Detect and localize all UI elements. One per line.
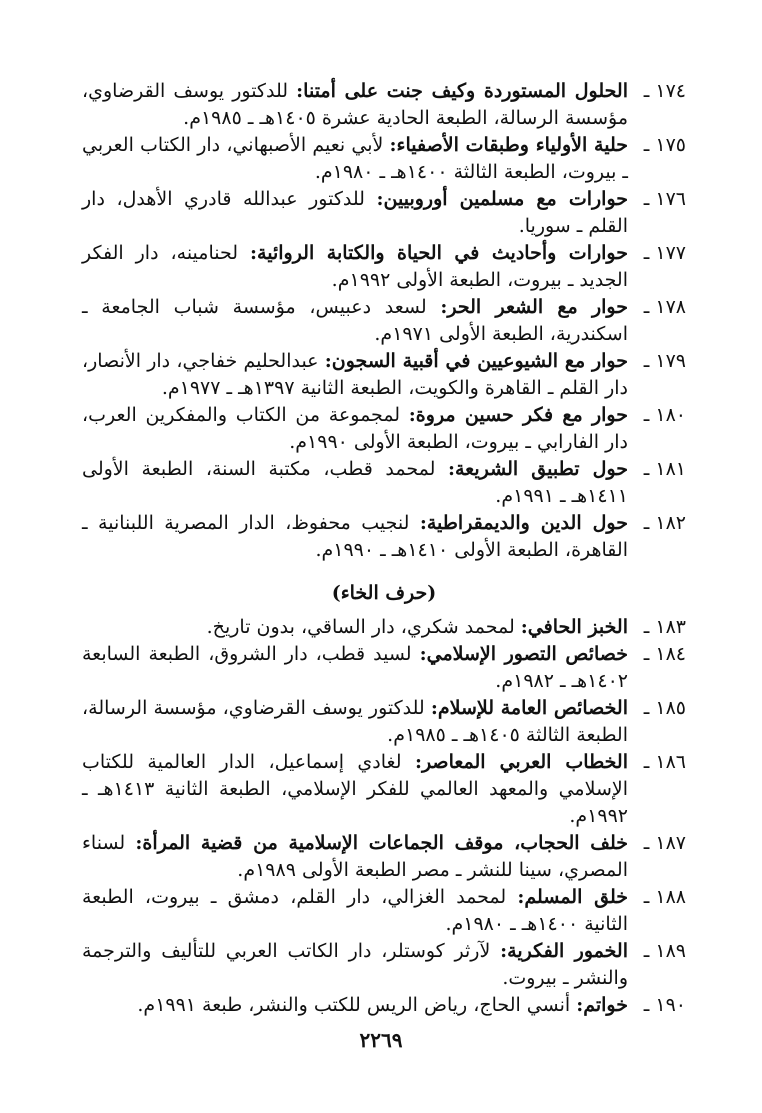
bibliography-entry [82, 240, 686, 294]
entry-number: ١٨١ ـ [643, 458, 686, 480]
bibliography-entry [82, 641, 686, 695]
bibliography-entry [82, 186, 686, 240]
entry-title: الخصائص العامة للإسلام: [430, 697, 628, 719]
entry-body [82, 992, 628, 1019]
entry-details: لغادي إسماعيل، الدار العالمية للكتاب الإسلامي والمعهد العالمي للفكر الإسلامي، الطبعة الثانية ١٤١٣هـ ـ ١٩٩٢م. [82, 751, 628, 827]
entry-title: حوارات مع مسلمين أوروبيين: [376, 188, 628, 210]
entry-body [82, 614, 628, 641]
entry-title: الحلول المستوردة وكيف جنت على أمتنا: [296, 80, 628, 102]
entry-number: ١٨٣ ـ [643, 616, 686, 638]
entry-number: ١٧٧ ـ [643, 242, 686, 264]
entry-details: للدكتور عبدالله قادري الأهدل، دار القلم ـ سوريا. [82, 188, 628, 237]
entry-number: ١٧٨ ـ [643, 296, 686, 318]
entry-body [82, 240, 628, 294]
bibliography-entry [82, 348, 686, 402]
entry-body [82, 695, 628, 749]
entry-details: لآرثر كوستلر، دار الكاتب العربي للتأليف والترجمة والنشر ـ بيروت. [82, 940, 628, 989]
entry-title: الخطاب العربي المعاصر: [414, 751, 628, 773]
entry-details: لأبي نعيم الأصبهاني، دار الكتاب العربي ـ بيروت، الطبعة الثالثة ١٤٠٠هـ ـ ١٩٨٠م. [82, 134, 628, 183]
bibliography-entry [82, 830, 686, 884]
entry-body [82, 641, 628, 695]
bibliography-entry [82, 510, 686, 564]
entry-details: لمحمد قطب، مكتبة السنة، الطبعة الأولى ١٤١١هـ ـ ١٩٩١م. [82, 458, 628, 507]
entry-details: لحنامينه، دار الفكر الجديد ـ بيروت، الطبعة الأولى ١٩٩٢م. [82, 242, 628, 291]
bibliography-entry [82, 992, 686, 1019]
entry-details: للدكتور يوسف القرضاوي، مؤسسة الرسالة، الطبعة الثالثة ١٤٠٥هـ ـ ١٩٨٥م. [82, 697, 628, 746]
entry-number: ١٨٧ ـ [643, 832, 686, 854]
entry-details: لمحمد الغزالي، دار القلم، دمشق ـ بيروت، الطبعة الثانية ١٤٠٠هـ ـ ١٩٨٠م. [82, 886, 628, 935]
entry-number: ١٩٠ ـ [643, 994, 686, 1016]
entry-details: عبدالحليم خفاجي، دار الأنصار، دار القلم ـ القاهرة والكويت، الطبعة الثانية ١٣٩٧هـ ـ ١٩٧٧م. [82, 350, 628, 399]
entries-list-kha [82, 614, 686, 1019]
entry-details: لسناء المصري، سينا للنشر ـ مصر الطبعة الأولى ١٩٨٩م. [82, 832, 628, 881]
bibliography-entry [82, 294, 686, 348]
entry-body [82, 830, 628, 884]
entry-details: لنجيب محفوظ، الدار المصرية اللبنانية ـ القاهرة، الطبعة الأولى ١٤١٠هـ ـ ١٩٩٠م. [82, 512, 628, 561]
entry-title: الخمور الفكرية: [500, 940, 628, 962]
entry-title: حوار مع فكر حسين مروة: [408, 404, 628, 426]
entry-details: للدكتور يوسف القرضاوي، مؤسسة الرسالة، الطبعة الحادية عشرة ١٤٠٥هـ ـ ١٩٨٥م. [82, 80, 628, 129]
bibliography-page [82, 78, 686, 1019]
entry-title: حول الدين والديمقراطية: [419, 512, 628, 534]
entry-body [82, 510, 628, 564]
entry-body [82, 78, 628, 132]
entry-body [82, 294, 628, 348]
entry-title: حوار مع الشعر الحر: [440, 296, 628, 318]
section-heading: (حرف الخاء) [331, 582, 437, 604]
entry-details: لسعد دعبيس، مؤسسة شباب الجامعة ـ اسكندرية، الطبعة الأولى ١٩٧١م. [82, 296, 628, 345]
entry-body [82, 402, 628, 456]
entry-body [82, 884, 628, 938]
entry-details: أنسي الحاج، رياض الريس للكتب والنشر، طبعة ١٩٩١م. [137, 994, 577, 1016]
entry-title: حوار مع الشيوعيين في أقبية السجون: [324, 350, 628, 372]
entry-body [82, 456, 628, 510]
bibliography-entry [82, 78, 686, 132]
entry-body [82, 749, 628, 830]
entry-title: خصائص التصور الإسلامي: [419, 643, 628, 665]
entry-number: ١٧٩ ـ [643, 350, 686, 372]
bibliography-entry [82, 456, 686, 510]
entry-details: لسيد قطب، دار الشروق، الطبعة السابعة ١٤٠٢هـ ـ ١٩٨٢م. [82, 643, 628, 692]
entry-number: ١٨٠ ـ [643, 404, 686, 426]
entry-number: ١٨٩ ـ [643, 940, 686, 962]
bibliography-entry [82, 402, 686, 456]
bibliography-entry [82, 749, 686, 830]
entry-number: ١٨٦ ـ [643, 751, 686, 773]
entry-number: ١٨٢ ـ [643, 512, 686, 534]
entry-title: خلف الحجاب، موقف الجماعات الإسلامية من قضية المرأة: [135, 832, 628, 854]
entry-number: ١٨٥ ـ [643, 697, 686, 719]
bibliography-entry [82, 884, 686, 938]
entry-number: ١٨٤ ـ [643, 643, 686, 665]
entry-details: لمجموعة من الكتاب والمفكرين العرب، دار الفارابي ـ بيروت، الطبعة الأولى ١٩٩٠م. [82, 404, 628, 453]
page-number: ٢٢٦٩ [359, 1028, 403, 1052]
entry-title: الخبز الحافي: [520, 616, 628, 638]
entry-number: ١٨٨ ـ [643, 886, 686, 908]
bibliography-entry [82, 132, 686, 186]
bibliography-entry [82, 695, 686, 749]
entry-title: حوارات وأحاديث في الحياة والكتابة الروائية: [250, 242, 628, 264]
bibliography-entry [82, 938, 686, 992]
entry-number: ١٧٥ ـ [643, 134, 686, 156]
bibliography-entry [82, 614, 686, 641]
entry-title: خواتم: [576, 994, 628, 1016]
entry-body [82, 132, 628, 186]
entry-body [82, 938, 628, 992]
entry-title: حول تطبيق الشريعة: [447, 458, 628, 480]
entry-number: ١٧٦ ـ [643, 188, 686, 210]
entry-body [82, 348, 628, 402]
entries-list-ha [82, 78, 686, 564]
entry-title: خلق المسلم: [517, 886, 628, 908]
entry-details: لمحمد شكري، دار الساقي، بدون تاريخ. [206, 616, 521, 638]
entry-number: ١٧٤ ـ [643, 80, 686, 102]
entry-title: حلية الأولياء وطبقات الأصفياء: [389, 134, 629, 156]
entry-body [82, 186, 628, 240]
